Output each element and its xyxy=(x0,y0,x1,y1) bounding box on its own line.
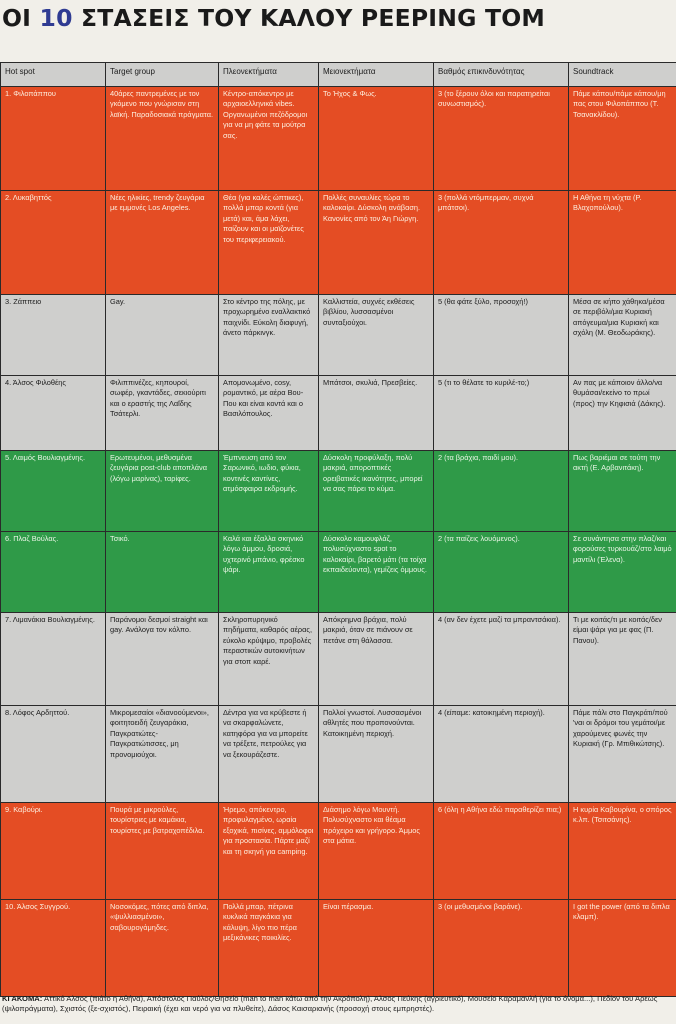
cell-hot-spot: 1. Φιλοπάππου xyxy=(1,87,106,191)
cell-advantages: Θέα (για καλές ώπτικες), πολλά μπαρ κοντά (για μετά) και, άμα λάχει, παίζουν και οι μαϊζονέτες του περιφερειακού. xyxy=(219,191,319,295)
table-row xyxy=(1,613,676,706)
cell-disadvantages: Διάσημο λόγω Μουντή. Πολυσύχναστο και θέαμα πρόχειρο και γρήγορο. Άμμος στα μάτια. xyxy=(319,803,434,900)
cell-disadvantages: Μπάτσοι, σκυλιά, Πρεσβείες. xyxy=(319,376,434,451)
table-row xyxy=(1,532,676,613)
cell-soundtrack: Πάμε κάπου/πάμε κάπου/μη πας στου Φιλοπάππου (Τ. Τσανακλίδου). xyxy=(569,87,676,191)
cell-advantages: Καλά και έξαλλα σκηνικό λόγω άμμου, δροσιά, υχτερινό μπάνιο, φρέσκο ψάρι. xyxy=(219,532,319,613)
table-row xyxy=(1,900,676,997)
title-number: 10 xyxy=(39,4,73,32)
cell-advantages: Έμπνευση από τον Σαρωνικό, ιωδιο, φύκια, κοντινές καντίνες, ατμόσφαιρα εκδρομής. xyxy=(219,451,319,532)
cell-soundtrack: Σε συνάντησα στην πλαζ/και φορούσες τυρκουάζ/στο λαιμό μαντίλι (Έλενα). xyxy=(569,532,676,613)
table-row xyxy=(1,376,676,451)
cell-danger: 4 (αν δεν έχετε μαζί τα μπραντσάκια). xyxy=(434,613,569,706)
cell-target-group: Τσικό. xyxy=(106,532,219,613)
cell-disadvantages: Δύσκολη προφύλαξη, πολύ μακριά, αποροπτικές ορειβατικές ικανότητες, μπορεί να σας πάρει το κύμα. xyxy=(319,451,434,532)
cell-danger: 3 (το ξέρουν όλοι και παρατηρείται συνωστισμός). xyxy=(434,87,569,191)
cell-advantages: Ήρεμο, απόκεντρο, προφυλαγμένο, ωραία εξοχικά, πισίνες, αμμόλοφοι για προστασία. Πάρτε μαζί και τη σκηνή για camping. xyxy=(219,803,319,900)
header-hot-spot: Hot spot xyxy=(1,63,106,87)
cell-disadvantages: Το Ήχος & Φως. xyxy=(319,87,434,191)
cell-target-group: 40άρες παντρεμένες με τον γκόμενο που γνώρισαν στη λαϊκή. Παραδοσιακά πράγματα. xyxy=(106,87,219,191)
cell-danger: 2 (τα βράχια, παιδί μου). xyxy=(434,451,569,532)
cell-danger: 5 (θα φάτε ξύλο, προσοχή!) xyxy=(434,295,569,376)
table-row xyxy=(1,706,676,803)
cell-advantages: Απομονωμένο, cosy, ρομαντικό, με αέρα Βου-Που και είναι κοντά και ο Βασιλόπουλος. xyxy=(219,376,319,451)
cell-target-group: Φιλιππινέζες, κηπουροί, σωφέρ, γκαντάδες, σεκιούριτι και ο εραστής της Λαΐδης Τσάτερλι. xyxy=(106,376,219,451)
cell-hot-spot: 7. Λιμανάκια Βουλιαγμένης. xyxy=(1,613,106,706)
table-header-row xyxy=(1,63,676,87)
cell-soundtrack: Πάμε πάλι στο Παγκράτι/πού 'ναι οι δρόμοι του γεμάτοι/με χαρούμενες φωνές την Κυριακή (Γρ. Μπιθικώτσης). xyxy=(569,706,676,803)
footer-text: Αττικό Άλσος (πιάτο η Αθήνα), Απόστολος Παύλος/Θησείο (man to man κάτω από την Ακρόπολη), Άλσος Πεύκης (αγριευτικό), Μουσείο Καραμανλή (για το όνομα...), Πεδίον του Άρεως (ψιλοπράγματα), Σχιστός (ξε-σχιστός), Πειραική (έχει και νερό για να πλυθείτε), Δάσος Καισαριανής (προσοχή στους εμπρηστές). xyxy=(2,994,658,1013)
cell-hot-spot: 3. Ζάππειο xyxy=(1,295,106,376)
footer-note xyxy=(2,994,674,1014)
cell-hot-spot: 8. Λόφος Αρδηττού. xyxy=(1,706,106,803)
cell-target-group: Πουρά με μικρούλες, τουρίστριες με καμάκια, τουρίστες με βατραχοπέδιλα. xyxy=(106,803,219,900)
cell-danger: 5 (τι το θέλατε το κυριλέ-το;) xyxy=(434,376,569,451)
header-advantages: Πλεονεκτήματα xyxy=(219,63,319,87)
cell-disadvantages: Πολλές συναυλίες τώρα το καλοκαίρι. Δύσκολη ανάβαση. Κανονίες από τον Άη Γιώργη. xyxy=(319,191,434,295)
cell-hot-spot: 10. Άλσος Συγγρού. xyxy=(1,900,106,997)
title-rest: ΣΤΑΣΕΙΣ ΤΟΥ ΚΑΛΟΥ PEEPING TOM xyxy=(81,4,545,32)
cell-advantages: Σκληροπυρηνικό πηδήματα, καθαρός αέρας, εύκολο κρύψιμο, προβολές περαστικών αυτοκινήτων για στοπ καρέ. xyxy=(219,613,319,706)
cell-soundtrack: Μέσα σε κήπο χάθηκα/μέσα σε περιβόλι/μια Κυριακή απόγευμα/μια Κυριακή και σχόλη (Μ. Θεοδωράκης). xyxy=(569,295,676,376)
cell-disadvantages: Δύσκολο καμουφλάζ, πολυσύχναστο spot το καλοκαίρι, βαρετό μάτι (τα τοίχα εκπαιδεύοντα), γεμίζεις όμμους. xyxy=(319,532,434,613)
cell-hot-spot: 4. Άλσος Φιλοθέης xyxy=(1,376,106,451)
cell-soundtrack: Αν πας με κάποιον άλλο/να θυμάσαι/εκείνο το πρωί (προς) την Κηφισιά (Δάκης). xyxy=(569,376,676,451)
cell-hot-spot: 9. Καβούρι. xyxy=(1,803,106,900)
cell-danger: 6 (όλη η Αθήνα εδώ παραθερίζει πια;) xyxy=(434,803,569,900)
table-row xyxy=(1,803,676,900)
peeping-tom-table xyxy=(0,62,676,997)
table-row xyxy=(1,451,676,532)
cell-disadvantages: Καλλιστεία, συχνές εκθέσεις βιβλίου, λυσσασμένοι συνταξιούχοι. xyxy=(319,295,434,376)
cell-soundtrack: Πως βαριέμαι σε τούτη την ακτή (Ε. Αρβανιτάκη). xyxy=(569,451,676,532)
header-soundtrack: Soundtrack xyxy=(569,63,676,87)
cell-advantages: Δέντρα για να κρύβεστε ή να σκαρφαλώνετε, κατηφόρα για να μπορείτε να τρέξετε, πετρούλες για να ξεκουράζεστε. xyxy=(219,706,319,803)
cell-disadvantages: Πολλοί γνωστοί. Λυσσασμένοι αθλητές που προπονούνται. Κατοικημένη περιοχή. xyxy=(319,706,434,803)
cell-advantages: Στο κέντρο της πόλης, με προχωρημένο εναλλακτικό παιχνίδι. Εύκολη διαφυγή, άνετο πάρκινγκ. xyxy=(219,295,319,376)
footer-label: ΚΙ ΑΚΟΜΑ: xyxy=(2,994,43,1003)
cell-disadvantages: Είναι πέρασμα. xyxy=(319,900,434,997)
table-row xyxy=(1,87,676,191)
header-disadvantages: Μειονεκτήματα xyxy=(319,63,434,87)
cell-hot-spot: 5. Λαιμός Βουλιαγμένης. xyxy=(1,451,106,532)
page-title xyxy=(0,0,676,36)
table-row xyxy=(1,295,676,376)
header-target-group: Target group xyxy=(106,63,219,87)
cell-target-group: Μικρομεσαίοι «διανοούμενοι», φοιτητοειδή ζευγαράκια, Παγκρατιώτες-Παγκρατιώτισσες, μη προνομιούχοι. xyxy=(106,706,219,803)
cell-target-group: Ερωτευμένοι, μεθυσμένα ζευγάρια post-club αποπλάνα (λόγω μαρίνας), ταρίφες. xyxy=(106,451,219,532)
cell-hot-spot: 2. Λυκαβηττός xyxy=(1,191,106,295)
title-prefix: ΟΙ xyxy=(2,4,32,32)
cell-danger: 3 (πολλά ντόμπερμαν, συχνά μπάτσοι). xyxy=(434,191,569,295)
cell-target-group: Νοσοκόμες, πότες από διπλα, «ψυλλιασμένοι», σαβουρογάμηδες. xyxy=(106,900,219,997)
cell-danger: 4 (είπαμε: κατοικημένη περιοχή). xyxy=(434,706,569,803)
cell-soundtrack: Η κυρία Καβουρίνα, ο σπόρος κ.λπ. (Τσιτσάνης). xyxy=(569,803,676,900)
cell-danger: 2 (τα παίζεις λουόμενος). xyxy=(434,532,569,613)
cell-target-group: Παράνομοι δεσμοί straight και gay. Ανάλογα τον κόλπο. xyxy=(106,613,219,706)
cell-advantages: Κέντρο-απόκεντρο με αρχαιοελληνικά vibes. Οργανωμένοι πεζόδρομοι για να μη φάτε τα μούτρα σας. xyxy=(219,87,319,191)
cell-target-group: Gay. xyxy=(106,295,219,376)
cell-advantages: Πολλά μπαρ, πέτρινα κυκλικά παγκάκια για κάλυψη, λίγο πιο πέρα μεξικάνικες ποικιλίες. xyxy=(219,900,319,997)
cell-soundtrack: Η Αθήνα τη νύχτα (Ρ. Βλαχοπούλου). xyxy=(569,191,676,295)
cell-target-group: Νέες ηλικίες, trendy ζευγάρια με εμμονές Los Angeles. xyxy=(106,191,219,295)
cell-soundtrack: I got the power (από τα διπλα κλαμπ). xyxy=(569,900,676,997)
cell-danger: 3 (οι μεθυσμένοι βαράνε). xyxy=(434,900,569,997)
header-danger: Βαθμός επικινδυνότητας xyxy=(434,63,569,87)
cell-disadvantages: Απόκρημνα βράχια, πολύ μακριά, όταν σε πιάνουν σε πετάνε στη θάλασσα. xyxy=(319,613,434,706)
cell-hot-spot: 6. Πλαζ Βούλας. xyxy=(1,532,106,613)
cell-soundtrack: Τι με κοιτάς/τι με κοιτάς/δεν είμαι ψάρι για με φας (Π. Πανου). xyxy=(569,613,676,706)
table-row xyxy=(1,191,676,295)
